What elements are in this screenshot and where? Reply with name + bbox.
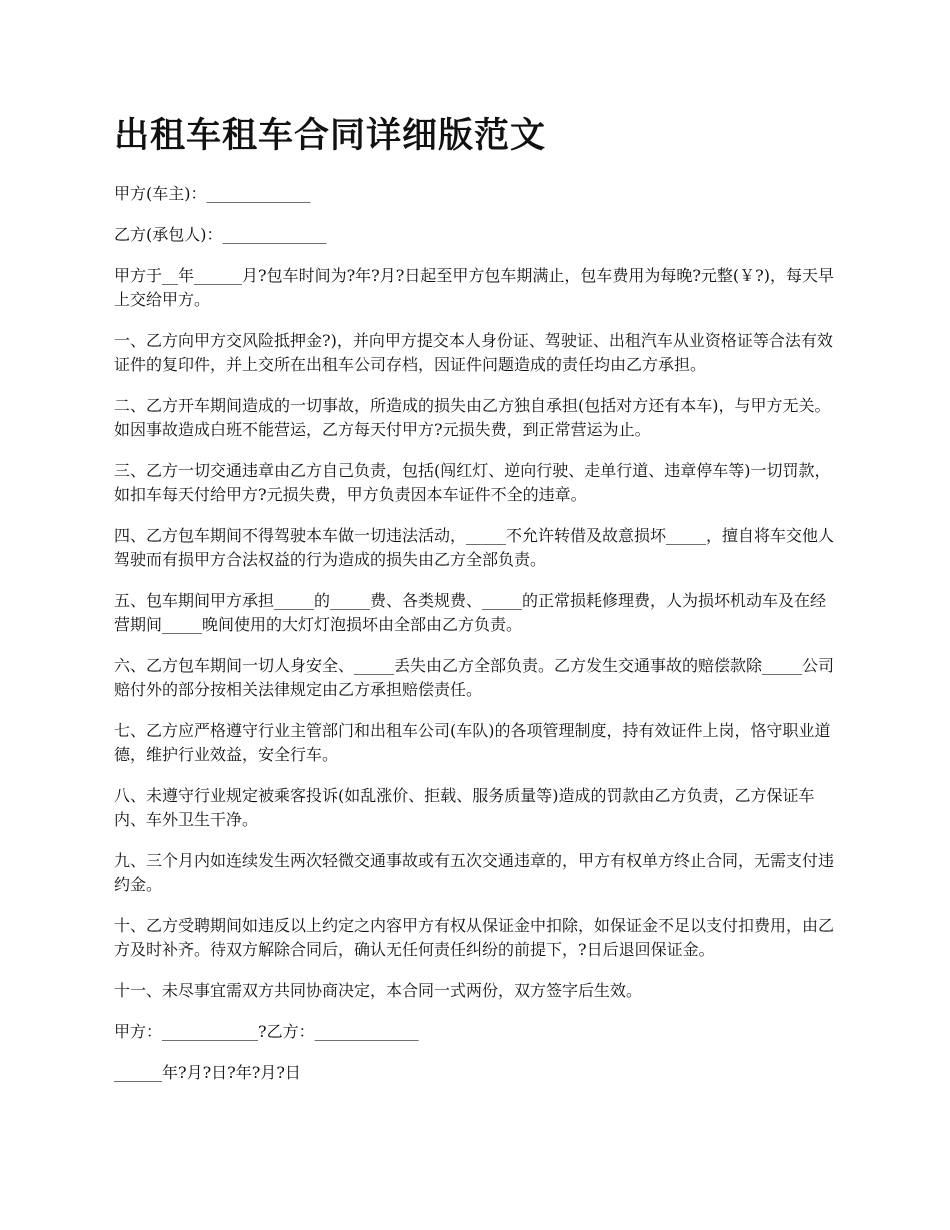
clause-3: 三、乙方一切交通违章由乙方自己负责，包括(闯红灯、逆向行驶、走单行道、违章停车等)一切罚款，如扣车每天付给甲方?元损失费，甲方负责因本车证件不全的违章。 [114,461,831,504]
clause-6: 六、乙方包车期间一切人身安全、_____丢失由乙方全部负责。乙方发生交通事故的赔偿款除_____公司赔付外的部分按相关法律规定由乙方承担赔偿责任。 [114,656,835,699]
intro-paragraph: 甲方于__年______月?包车时间为?年?月?日起至甲方包车期满止，包车费用为每晚?元整(￥?)，每天早上交给甲方。 [114,266,834,309]
party-b-line: 乙方(承包人)：_____________ [114,225,327,244]
clause-7: 七、乙方应严格遵守行业主管部门和出租车公司(车队)的各项管理制度，持有效证件上岗，恪守职业道德，维护行业效益，安全行车。 [114,721,831,764]
clause-9: 九、三个月内如连续发生两次轻微交通事故或有五次交通违章的，甲方有权单方终止合同，无需支付违约金。 [114,851,835,894]
date-line: ______年?月?日?年?月?日 [114,1063,301,1082]
party-a-line: 甲方(车主)：_____________ [114,184,311,203]
document-title: 出租车租车合同详细版范文 [114,116,547,156]
clause-11: 十一、未尽事宜需双方共同协商决定，本合同一式两份，双方签字后生效。 [114,981,643,1000]
clause-2: 二、乙方开车期间造成的一切事故，所造成的损失由乙方独自承担(包括对方还有本车)，与甲方无关。如因事故造成白班不能营运，乙方每天付甲方?元损失费，到正常营运为止。 [114,396,831,439]
contract-page [114,112,838,1102]
clause-1: 一、乙方向甲方交风险抵押金?)，并向甲方提交本人身份证、驾驶证、出租汽车从业资格证等合法有效证件的复印件，并上交所在出租车公司存档，因证件问题造成的责任均由乙方承担。 [114,331,833,374]
clause-8: 八、未遵守行业规定被乘客投诉(如乱涨价、拒载、服务质量等)造成的罚款由乙方负责，乙方保证车内、车外卫生干净。 [114,786,815,829]
clause-4: 四、乙方包车期间不得驾驶本车做一切违法活动，_____不允许转借及故意损坏_____，擅自将车交他人驾驶而有损甲方合法权益的行为造成的损失由乙方全部负责。 [114,526,835,569]
clause-10: 十、乙方受聘期间如违反以上约定之内容甲方有权从保证金中扣除，如保证金不足以支付扣费用，由乙方及时补齐。待双方解除合同后，确认无任何责任纠纷的前提下，?日后退回保证金。 [114,916,835,959]
clause-5: 五、包车期间甲方承担_____的_____费、各类规费、_____的正常损耗修理费，人为损坏机动车及在经营期间_____晚间使用的大灯灯泡损坏由全部由乙方负责。 [114,591,827,634]
signature-line: 甲方：____________?乙方：_____________ [114,1022,419,1041]
